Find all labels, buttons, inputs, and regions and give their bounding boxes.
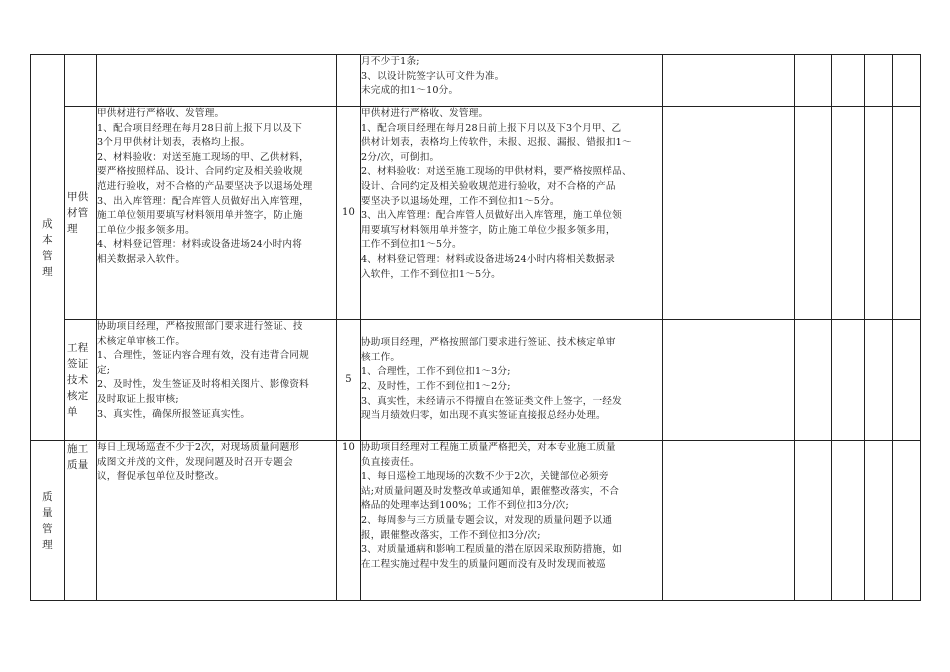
blank-cell xyxy=(893,441,921,601)
blank-cell xyxy=(865,441,893,601)
item-cell xyxy=(65,55,97,107)
criteria-line: 1、合理性，工作不到位扣1～3分; xyxy=(361,366,511,378)
requirement-line: 及时取证上报审核; xyxy=(97,393,179,405)
requirement-line: 3个月甲供材计划表，表格均上报。 xyxy=(97,137,251,149)
criteria-line: 2、及时性，工作不到位扣1～2分; xyxy=(361,381,511,392)
criteria-line: 2分/次，可倒扣。 xyxy=(361,151,440,163)
blank-cell xyxy=(832,441,865,601)
criteria-line: 1、配合项目经理在每月28日前上报下月以及下3个月甲、乙 xyxy=(361,122,622,134)
requirement-line: 2、材料验收：对送至施工现场的甲、乙供材料， xyxy=(97,151,309,163)
requirement-line: 议，督促承包单位及时整改。 xyxy=(97,471,225,483)
score-value: 5 xyxy=(345,373,352,385)
blank-cell xyxy=(893,320,921,441)
requirement-cell xyxy=(97,441,337,601)
requirement-line: 4、材料登记管理：材料或设备进场24小时内将 xyxy=(97,239,302,251)
requirement-line: 施工单位领用要填写材料领用单并签字，防止施 xyxy=(97,210,303,222)
criteria-cell xyxy=(361,441,663,601)
score-cell xyxy=(337,320,361,441)
criteria-line: 设计、合同约定及相关验收规范进行验收，对不合格的产品 xyxy=(361,180,616,192)
criteria-cell xyxy=(361,107,663,320)
requirement-line: 甲供材进行严格收、发管理。 xyxy=(97,108,225,119)
requirement-cell xyxy=(97,320,337,441)
criteria-line: 核工作。 xyxy=(361,351,401,363)
blank-cell xyxy=(795,107,832,320)
requirement-line: 3、真实性，确保所报签证真实性。 xyxy=(97,408,251,420)
criteria-line: 现当月绩效归零，如出现不真实签证直接报总经办处理。 xyxy=(361,410,606,422)
criteria-line: 协助项目经理，严格按照部门要求进行签证、技术核定单审 xyxy=(361,337,616,349)
category-cell-quality-management xyxy=(31,441,65,601)
criteria-line: 1、每日巡检工地现场的次数不少于2次，关键部位必须旁 xyxy=(361,471,609,483)
item-label-line: 甲供 xyxy=(67,191,89,203)
item-label-line: 签证 xyxy=(67,358,89,370)
category-char: 理 xyxy=(42,265,53,278)
criteria-line: 负直接责任。 xyxy=(361,456,420,468)
requirement-cell xyxy=(97,107,337,320)
blank-cell xyxy=(832,107,865,320)
requirement-line: 成图文并茂的文件，发现问题及时召开专题会 xyxy=(97,456,293,468)
criteria-line: 3、以设计院签字认可文件为准。 xyxy=(361,70,505,82)
criteria-line: 2、材料验收：对送至施工现场的甲供材料，要严格按照样品、 xyxy=(361,166,632,178)
criteria-line: 在工程实施过程中发生的质量问题而没有及时发现而被巡 xyxy=(361,558,606,570)
criteria-line: 报，跟催整改落实，工作不到位扣3分/次; xyxy=(361,529,541,541)
score-cell xyxy=(337,55,361,107)
category-char: 管 xyxy=(42,522,53,535)
requirement-line: 1、合理性，签证内容合理有效，没有违背合同规 xyxy=(97,350,309,362)
table-row xyxy=(31,320,921,441)
item-label-line: 理 xyxy=(67,223,78,235)
blank-cell xyxy=(865,107,893,320)
table-row xyxy=(31,107,921,320)
category-char: 本 xyxy=(42,233,53,246)
criteria-line: 月不少于1条; xyxy=(361,56,420,67)
criteria-line: 用要填写材料领用单并签字，防止施工单位少报多领多用， xyxy=(361,224,616,236)
criteria-line: 3、对质量通病和影响工程质量的潜在原因采取预防措施，如 xyxy=(361,544,622,556)
criteria-line: 站;对质量问题及时发整改单或通知单，跟催整改落实，不合 xyxy=(361,485,620,497)
item-label-line: 工程 xyxy=(67,342,89,354)
criteria-line: 入软件，工作不到位扣1～5分。 xyxy=(361,268,501,280)
item-label-line: 单 xyxy=(67,406,78,418)
requirement-line: 1、配合项目经理在每月28日前上报下月以及下 xyxy=(97,122,302,134)
blank-cell xyxy=(865,320,893,441)
requirement-line: 2、及时性，发生签证及时将相关图片、影像资料 xyxy=(97,379,309,391)
item-label-line: 核定 xyxy=(67,390,89,402)
requirement-line: 每日上现场巡查不少于2次，对现场质量问题形 xyxy=(97,442,300,453)
category-char: 量 xyxy=(42,506,53,519)
criteria-cell xyxy=(361,320,663,441)
blank-cell xyxy=(893,55,921,107)
table-row xyxy=(31,55,921,107)
criteria-line: 3、真实性，未经请示不得擅自在签证类文件上签字，一经发 xyxy=(361,395,622,407)
item-cell-supplied-materials xyxy=(65,107,97,320)
criteria-line: 要坚决予以退场处理，工作不到位扣1～5分。 xyxy=(361,195,560,207)
blank-cell xyxy=(865,55,893,107)
requirement-line: 协助项目经理，严格按照部门要求进行签证、技 xyxy=(97,321,303,332)
criteria-line: 甲供材进行严格收、发管理。 xyxy=(361,108,489,119)
item-label-line: 技术 xyxy=(67,374,89,386)
category-char: 理 xyxy=(42,538,53,551)
item-label-line: 材管 xyxy=(67,207,89,219)
table-row xyxy=(31,441,921,601)
blank-cell xyxy=(893,107,921,320)
category-char: 管 xyxy=(42,249,53,262)
blank-cell xyxy=(663,441,795,601)
criteria-line: 2、每周参与三方质量专题会议，对发现的质量问题予以通 xyxy=(361,514,613,526)
item-cell-construction-quality xyxy=(65,441,97,601)
evaluation-table xyxy=(30,54,921,601)
score-value: 10 xyxy=(341,206,356,218)
blank-cell xyxy=(832,320,865,441)
blank-cell xyxy=(663,320,795,441)
requirement-cell xyxy=(97,55,337,107)
requirement-line: 相关数据录入软件。 xyxy=(97,253,186,265)
requirement-line: 术核定单审核工作。 xyxy=(97,335,186,347)
requirement-line: 要严格按照样品、设计、合同约定及相关验收规 xyxy=(97,166,303,178)
requirement-line: 定; xyxy=(97,364,111,376)
blank-cell xyxy=(832,55,865,107)
requirement-line: 3、出入库管理：配合库管人员做好出入库管理， xyxy=(97,195,309,207)
criteria-line: 未完成的扣1～10分。 xyxy=(361,85,459,97)
criteria-line: 工作不到位扣1～5分。 xyxy=(361,239,462,251)
category-char: 成 xyxy=(42,217,53,230)
score-value: 10 xyxy=(341,442,356,453)
item-label-line: 施工 xyxy=(67,443,89,455)
item-label-line: 质量 xyxy=(67,459,89,471)
blank-cell xyxy=(795,55,832,107)
blank-cell xyxy=(795,320,832,441)
criteria-line: 供材计划表，表格均上传软件，未报、迟报、漏报、错报扣1～ xyxy=(361,137,632,149)
criteria-cell xyxy=(361,55,663,107)
score-cell xyxy=(337,441,361,601)
category-char: 质 xyxy=(42,490,53,503)
blank-cell xyxy=(663,55,795,107)
criteria-line: 3、出入库管理：配合库管人员做好出入库管理，施工单位领 xyxy=(361,210,622,222)
category-cell-cost-management xyxy=(31,55,65,441)
blank-cell xyxy=(663,107,795,320)
criteria-line: 4、材料登记管理：材料或设备进场24小时内将相关数据录 xyxy=(361,253,615,265)
requirement-line: 范进行验收，对不合格的产品要坚决予以退场处理 xyxy=(97,180,313,192)
criteria-line: 协助项目经理对工程施工质量严格把关，对本专业施工质量 xyxy=(361,442,616,453)
item-cell-change-orders xyxy=(65,320,97,441)
blank-cell xyxy=(795,441,832,601)
requirement-line: 工单位少报多领多用。 xyxy=(97,224,195,236)
score-cell xyxy=(337,107,361,320)
criteria-line: 格品的处理率达到100%；工作不到位扣3分/次; xyxy=(361,500,569,512)
